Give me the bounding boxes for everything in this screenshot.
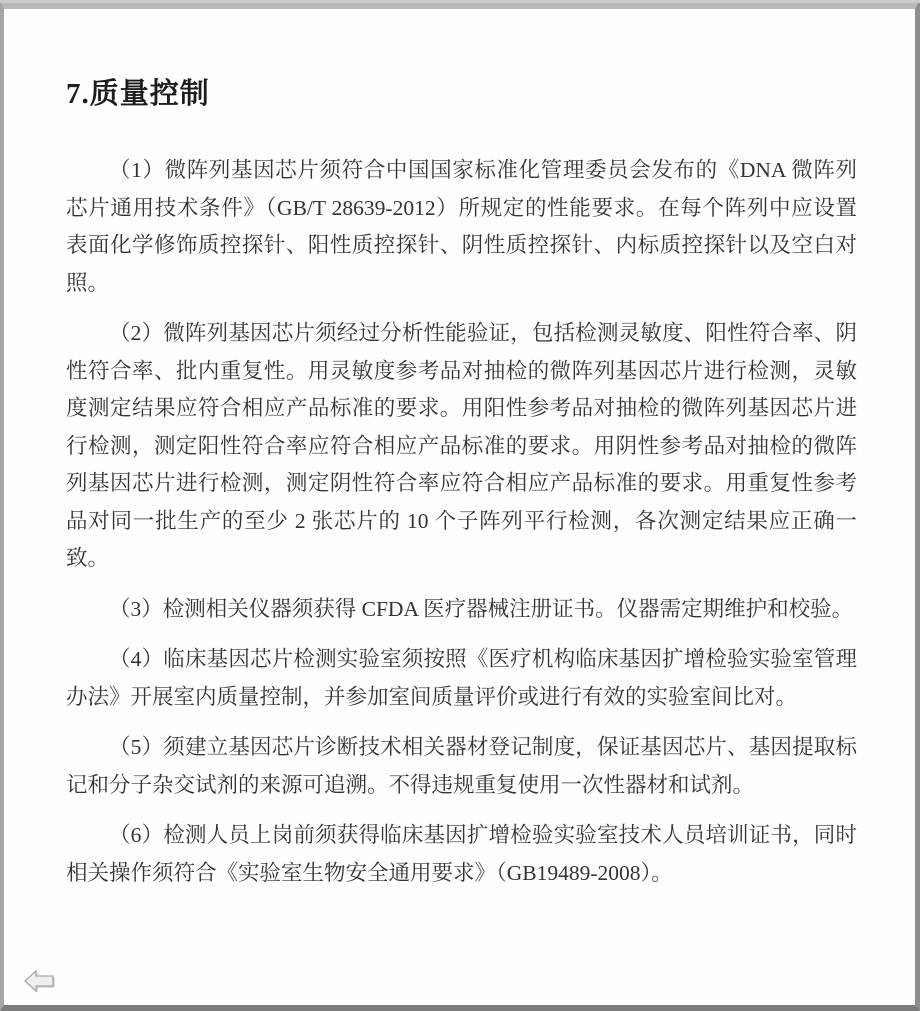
paragraph-5: （5）须建立基因芯片诊断技术相关器材登记制度，保证基因芯片、基因提取标记和分子杂交试剂的来源可追溯。不得违规重复使用一次性器材和试剂。 (66, 735, 857, 797)
back-arrow-icon (20, 963, 58, 1001)
previous-page-button[interactable] (20, 963, 58, 1001)
paragraph-6: （6）检测人员上岗前须获得临床基因扩增检验实验室技术人员培训证书，同时相关操作须符合《实验室生物安全通用要求》（GB19489-2008）。 (66, 823, 857, 885)
section-title: 7.质量控制 (66, 78, 210, 110)
paragraph-2: （2）微阵列基因芯片须经过分析性能验证，包括检测灵敏度、阳性符合率、阴性符合率、批内重复性。用灵敏度参考品对抽检的微阵列基因芯片进行检测，灵敏度测定结果应符合相应产品标准的要求。用阳性参考品对抽检的微阵列基因芯片进行检测，测定阳性符合率应符合相应产品标准的要求。用阴性参考品对抽检的微阵列基因芯片进行检测，测定阴性符合率应符合相应产品标准的要求。用重复性参考品对同一批生产的至少 2 张芯片的 10 个子阵列平行检测，各次测定结果应正确一致。 (66, 321, 857, 570)
paragraph-1: （1）微阵列基因芯片须符合中国国家标准化管理委员会发布的《DNA 微阵列芯片通用技术条件》（GB/T 28639-2012）所规定的性能要求。在每个阵列中应设置表面化学修饰质控探针、阳性质控探针、阴性质控探针、内标质控探针以及空白对照。 (66, 158, 857, 295)
document-page (4, 9, 915, 1005)
paragraph-4: （4）临床基因芯片检测实验室须按照《医疗机构临床基因扩增检验实验室管理办法》开展室内质量控制，并参加室间质量评价或进行有效的实验室间比对。 (66, 647, 857, 709)
paragraph-3: （3）检测相关仪器须获得 CFDA 医疗器械注册证书。仪器需定期维护和校验。 (109, 596, 854, 621)
section-body (66, 152, 857, 892)
